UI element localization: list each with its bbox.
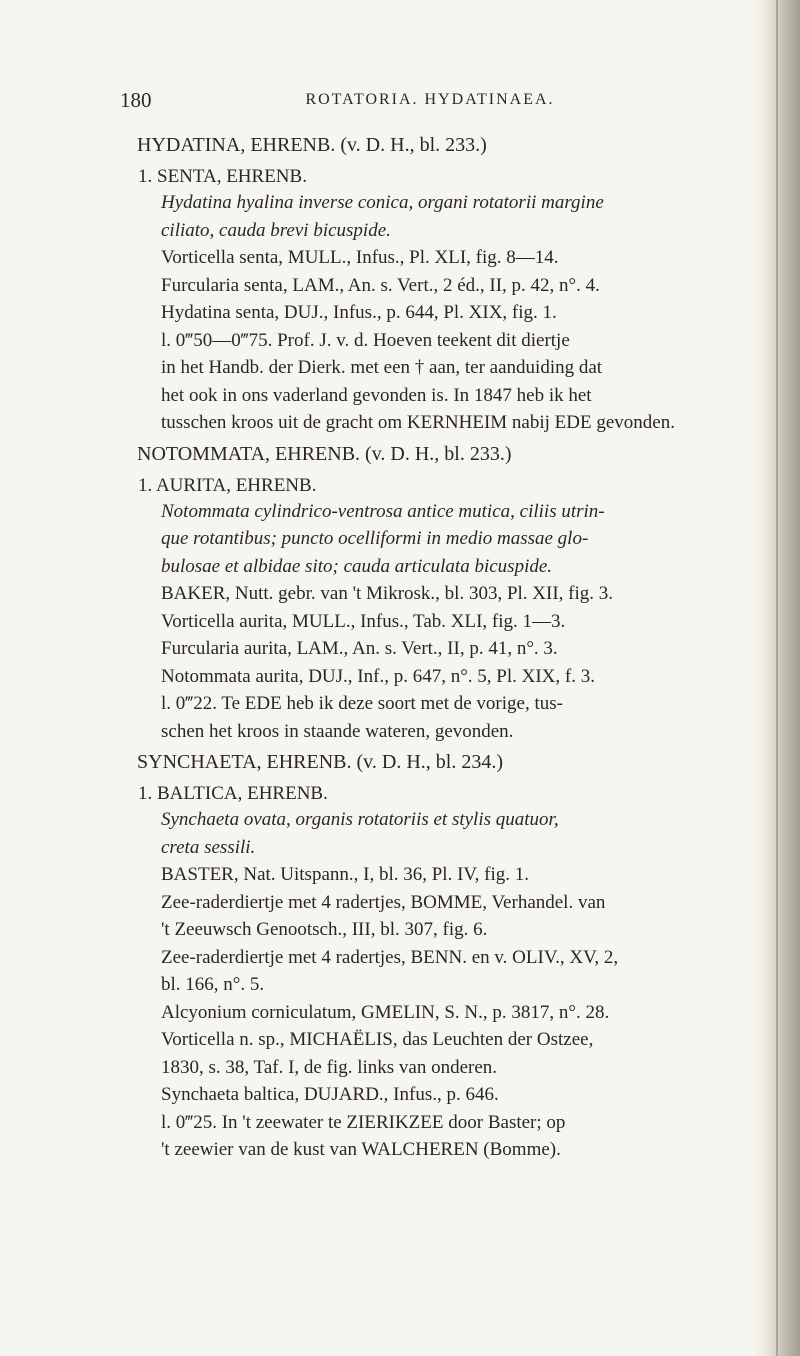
- diagnosis-line: ciliato, cauda brevi bicuspide.: [161, 219, 391, 241]
- species-heading: 1. AURITA, EHRENB.: [138, 474, 317, 496]
- synonym-line: Synchaeta baltica, DUJARD., Infus., p. 646.: [161, 1084, 499, 1105]
- page-body: [137, 128, 777, 1164]
- synonym-line: Hydatina senta, DUJ., Infus., p. 644, Pl. XIX, fig. 1.: [161, 302, 557, 323]
- note-line: tusschen kroos uit de gracht om KERNHEIM nabij EDE gevonden.: [161, 412, 675, 433]
- diagnosis-line: bulosae et albidae sito; cauda articulata bicuspide.: [161, 555, 553, 577]
- note-line: in het Handb. der Dierk. met een † aan, ter aanduiding dat: [161, 357, 603, 378]
- genus-heading-hydatina: HYDATINA, EHRENB. (v. D. H., bl. 233.): [137, 134, 487, 156]
- synonym-line: Furcularia senta, LAM., An. s. Vert., 2 éd., II, p. 42, n°. 4.: [161, 274, 600, 296]
- synonym-line: Alcyonium corniculatum, GMELIN, S. N., p. 3817, n°. 28.: [161, 1001, 610, 1023]
- synonym-line: Vorticella n. sp., MICHAËLIS, das Leuchten der Ostzee,: [161, 1029, 594, 1050]
- running-title: ROTATORIA. HYDATINAEA.: [305, 91, 555, 108]
- diagnosis-line: Hydatina hyalina inverse conica, organi rotatorii margine: [161, 192, 604, 213]
- species-heading: 1. SENTA, EHRENB.: [138, 166, 307, 187]
- note-line: het ook in ons vaderland gevonden is. In 1847 heb ik het: [161, 384, 592, 406]
- synonym-line: Notommata aurita, DUJ., Inf., p. 647, n°. 5, Pl. XIX, f. 3.: [161, 665, 595, 687]
- genus-heading-synchaeta: SYNCHAETA, EHRENB. (v. D. H., bl. 234.): [137, 751, 503, 773]
- diagnosis-line: que rotantibus; puncto ocelliformi in medio massae glo-: [161, 528, 589, 549]
- binding-line: [776, 0, 778, 1356]
- synonym-line: BAKER, Nutt. gebr. van 't Mikrosk., bl. 303, Pl. XII, fig. 3.: [161, 583, 614, 604]
- species-heading: 1. BALTICA, EHRENB.: [138, 783, 328, 804]
- diagnosis-line: Notommata cylindrico-ventrosa antice mutica, ciliis utrin-: [161, 500, 605, 522]
- page-number: 180: [120, 88, 152, 112]
- note-line: l. 0‴25. In 't zeewater te ZIERIKZEE door Baster; op: [161, 1111, 566, 1133]
- synonym-line: 1830, s. 38, Taf. I, de fig. links van onderen.: [161, 1056, 498, 1078]
- synonym-line: 't Zeeuwsch Genootsch., III, bl. 307, fig. 6.: [161, 919, 488, 940]
- synonym-line: BASTER, Nat. Uitspann., I, bl. 36, Pl. IV, fig. 1.: [161, 864, 530, 885]
- diagnosis-line: creta sessili.: [161, 836, 256, 858]
- note-line: l. 0‴50—0‴75. Prof. J. v. d. Hoeven teekent dit diertje: [161, 329, 570, 351]
- synonym-line: Vorticella aurita, MULL., Infus., Tab. XLI, fig. 1—3.: [161, 610, 566, 632]
- synonym-line: bl. 166, n°. 5.: [161, 974, 265, 995]
- synonym-line: Zee-raderdiertje met 4 radertjes, BOMME, Verhandel. van: [161, 891, 606, 913]
- genus-heading-notommata: NOTOMMATA, EHRENB. (v. D. H., bl. 233.): [137, 442, 512, 465]
- page-header: [120, 88, 740, 116]
- diagnosis-line: Synchaeta ovata, organis rotatoriis et stylis quatuor,: [161, 809, 559, 830]
- note-line: l. 0‴22. Te EDE heb ik deze soort met de vorige, tus-: [161, 693, 563, 714]
- synonym-line: Vorticella senta, MULL., Infus., Pl. XLI, fig. 8—14.: [161, 247, 559, 268]
- note-line: 't zeewier van de kust van WALCHEREN (Bomme).: [161, 1139, 561, 1160]
- synonym-line: Zee-raderdiertje met 4 radertjes, BENN. en v. OLIV., XV, 2,: [161, 946, 619, 968]
- note-line: schen het kroos in staande wateren, gevonden.: [161, 720, 514, 742]
- synonym-line: Furcularia aurita, LAM., An. s. Vert., II, p. 41, n°. 3.: [161, 638, 558, 659]
